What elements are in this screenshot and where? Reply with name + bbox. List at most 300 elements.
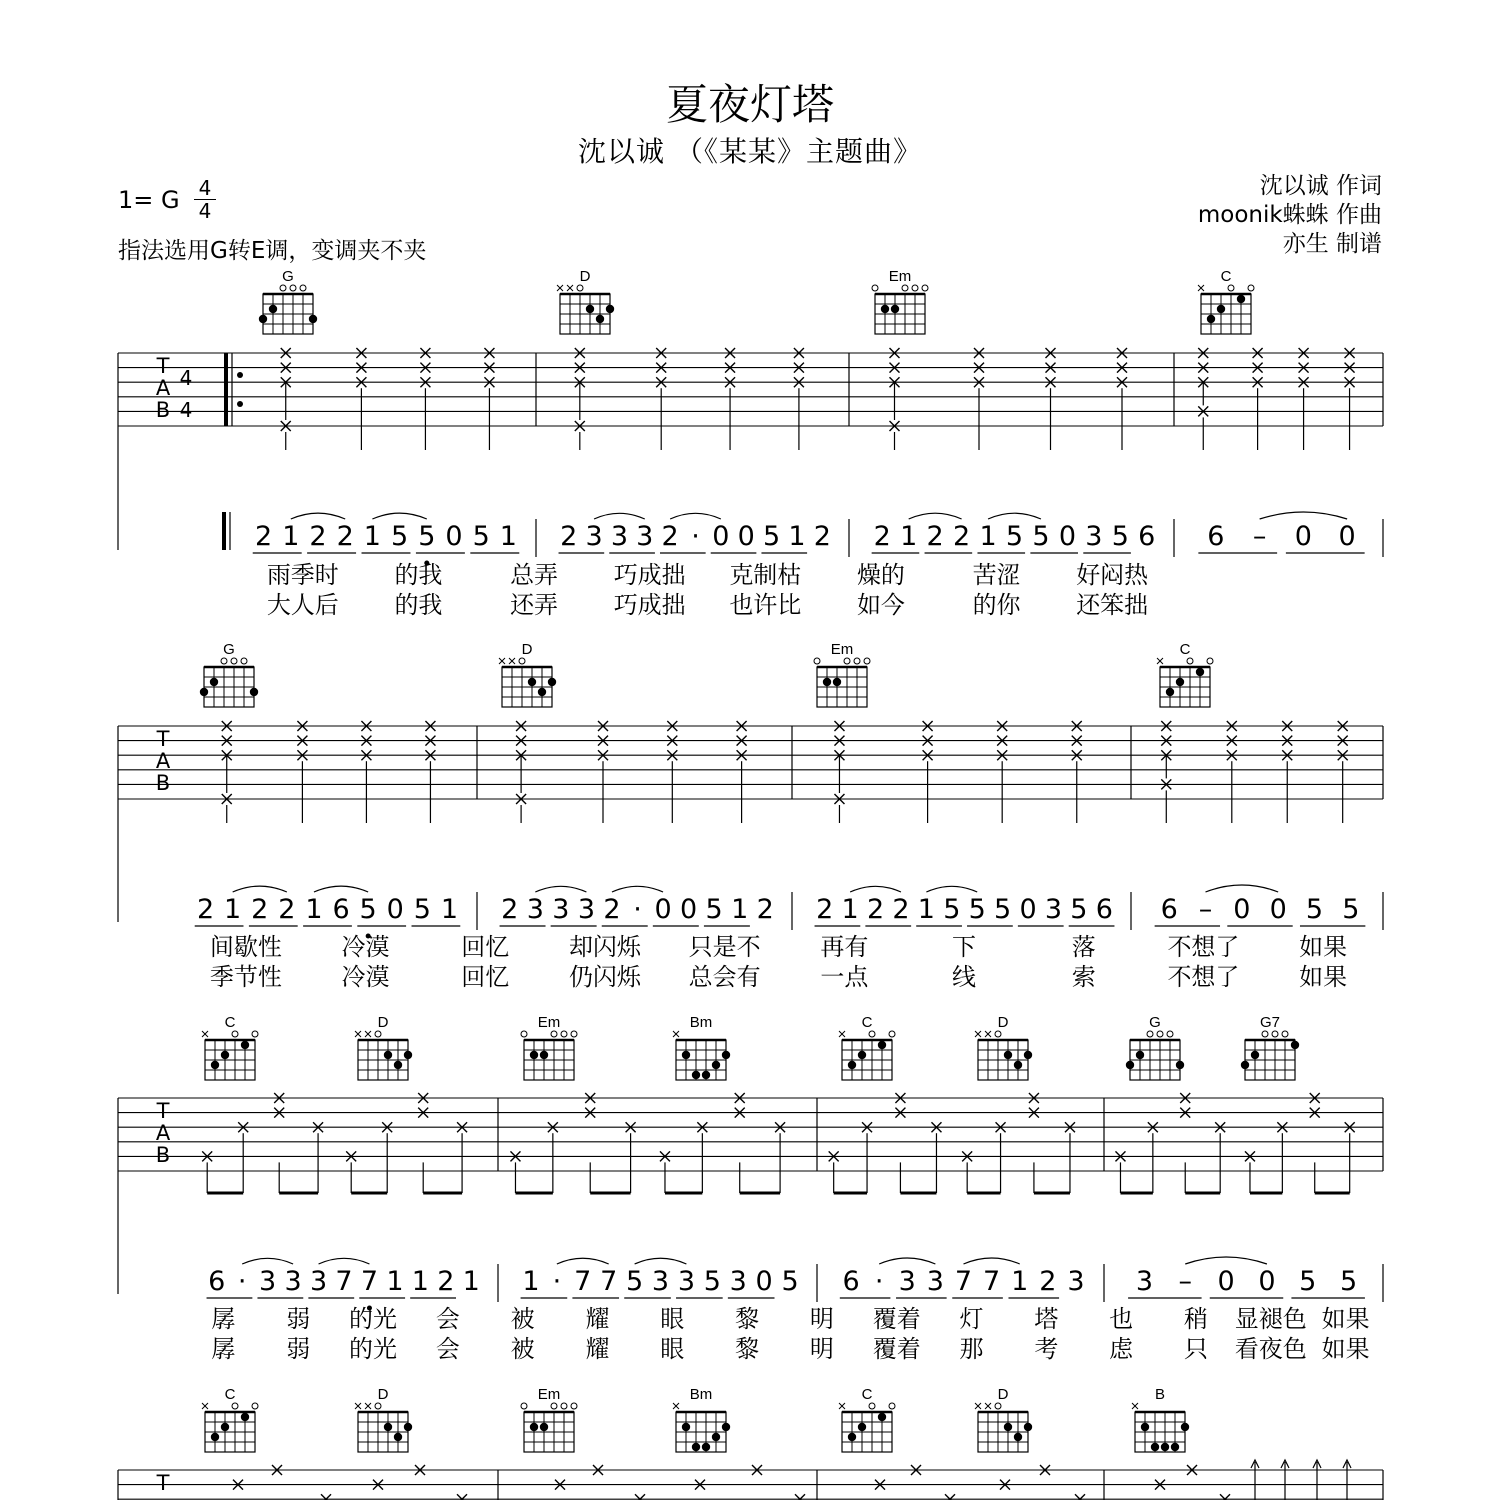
tie-slur [1260,512,1348,519]
lyric-word: 虑 [1109,1335,1134,1363]
chord-diagram-g7 [1241,1014,1299,1080]
chord-diagram-c [202,1386,258,1452]
chord-dot [823,678,831,686]
chord-open-mark [252,1031,258,1037]
lyric-word: 也许比 [729,591,802,619]
lyric-word: 显褪色 [1234,1305,1307,1333]
jianpu-note: 3 [259,1266,277,1297]
jianpu-note: – [1252,521,1267,552]
lyric-word: 总弄 [510,561,559,589]
chord-name: Em [537,1014,561,1031]
jianpu-note: 1 [522,1266,540,1297]
chord-name: G [223,641,235,658]
jianpu-note: 5 [1032,521,1050,552]
lyric-word: 一点 [820,963,869,991]
lyric-word: 也 [1109,1305,1134,1333]
jianpu-note: 7 [600,1266,618,1297]
lyric-word: 孱 [211,1335,236,1363]
chord-diagram-b [1132,1386,1189,1452]
lyric-word: 只是不 [688,933,761,961]
chord-dot [1014,1433,1022,1441]
lyric-word: 巧成拙 [613,561,686,589]
lyric-word: 黎 [735,1305,760,1333]
chord-dot [548,678,556,686]
chord-dot [1251,1051,1259,1059]
jianpu-note: 5 [1339,1266,1358,1297]
jianpu-note: · [874,1266,884,1297]
chord-dot [702,1443,710,1451]
jianpu-note: 3 [585,521,603,552]
jianpu-note: 1 [305,894,323,925]
jianpu-note: 5 [1342,894,1360,925]
lyric-word: 的光 [349,1335,398,1363]
chord-dot [384,1423,392,1431]
lyric-word: 只 [1183,1335,1208,1363]
chord-dot [712,1433,720,1441]
lyric-word: 总会有 [688,963,761,991]
chord-open-mark [1167,1031,1173,1037]
chord-dot [848,1061,856,1069]
chord-name: D [579,268,591,285]
chord-diagram-g [1126,1014,1184,1080]
lyric-word: 大人后 [266,591,339,619]
chord-dot [1176,1061,1184,1069]
chord-dot [1014,1061,1022,1069]
jianpu-note: 3 [577,894,596,925]
chord-open-mark [869,1031,875,1037]
system-4 [118,1386,1383,1500]
lyric-word: 仍闪烁 [568,963,641,991]
jianpu-note: 1 [462,1266,480,1297]
jianpu-note: 5 [781,1266,799,1297]
chord-open-mark [1207,658,1213,664]
lyric-word: 会 [435,1305,460,1333]
chord-dot [702,1071,710,1079]
jianpu-note: 5 [1299,1266,1317,1297]
lyric-word: 间歇性 [209,933,282,961]
jianpu-note: 0 [1294,521,1312,552]
jianpu-note: 1 [411,1266,429,1297]
chord-diagram-c [202,1014,258,1080]
chord-dot [221,1051,229,1059]
tie-slur [670,513,721,519]
system-2 [118,641,1383,991]
jianpu-note: 3 [309,1266,328,1297]
chord-open-mark [844,658,850,664]
jianpu-note: 1 [900,521,918,552]
lyric-word: 如果 [1321,1335,1370,1363]
chord-dot [221,1423,229,1431]
jianpu-note: 5 [359,894,377,925]
chord-open-mark [280,285,286,291]
lyric-word: 覆着 [872,1305,921,1333]
chord-dot [1237,295,1245,303]
chord-diagram-d [355,1014,412,1080]
tie-slur [242,1258,293,1264]
chord-name: D [377,1014,389,1031]
jianpu-note: 1 [917,894,935,925]
chord-name: Em [537,1386,561,1403]
jianpu-note: 7 [360,1266,379,1297]
chord-name: C [1220,268,1232,285]
lyric-word: 黎 [735,1335,760,1363]
chord-open-mark [571,1403,577,1409]
tie-slur [926,886,977,892]
jianpu-note: 3 [926,1266,944,1297]
chord-open-mark [995,1403,1001,1409]
jianpu-note: · [633,894,642,925]
lyric-word: 会 [435,1335,460,1363]
system-1 [118,268,1383,619]
lyric-word: 再有 [820,933,869,961]
chord-dot [1171,1443,1179,1451]
lyric-word: 的光 [349,1305,398,1333]
chord-dot [722,1051,730,1059]
lyric-word: 冷漠 [341,963,390,991]
chord-dot [1241,1061,1249,1069]
chord-dot [881,305,889,313]
jianpu-note: 3 [1067,1266,1085,1297]
lyric-word: 眼 [660,1335,685,1363]
lyric-word: 灯 [959,1305,984,1333]
jianpu-note: 1 [440,894,459,925]
chord-dot [596,315,604,323]
chord-diagram-em [814,641,870,707]
lyric-word: 苦涩 [972,561,1021,589]
jianpu-note: 6 [208,1266,226,1297]
chord-dot [1151,1443,1159,1451]
lyric-word: 下 [952,933,977,961]
chord-open-mark [232,1403,238,1409]
chord-dot [1024,1051,1032,1059]
tab-label-letter: T [156,727,170,751]
chord-dot [692,1071,700,1079]
jianpu-note: · [552,1266,562,1297]
chord-dot [1024,1423,1032,1431]
credit-composer: moonik蛛蛛 作曲 [1197,202,1382,228]
jianpu-note: 1 [841,894,859,925]
chord-dot [241,1413,249,1421]
chord-open-mark [1187,658,1193,664]
chord-name: Bm [689,1386,713,1403]
jianpu-note: 2 [560,521,578,552]
jianpu-note: 1 [731,894,749,925]
lyric-word: 冷漠 [341,933,390,961]
chord-dot [878,1413,886,1421]
chord-open-mark [854,658,860,664]
tie-slur [233,886,287,892]
chord-dot [250,688,258,696]
jianpu-note: 5 [705,894,723,925]
jianpu-note: · [691,521,700,552]
tab-time-bottom: 4 [179,398,193,422]
chord-name: G [282,268,294,285]
chord-open-mark [551,1031,557,1037]
tab-label [156,1099,171,1167]
chord-dot [404,1423,412,1431]
jianpu-note: 7 [335,1266,353,1297]
key-signature: 1= G [118,186,180,214]
chord-diagram-em [521,1386,577,1452]
song-title: 夏夜灯塔 [665,80,834,129]
jianpu-note: 0 [1058,521,1077,552]
jianpu-note: 2 [926,521,944,552]
chord-open-mark [232,1031,238,1037]
time-signature-top: 4 [198,176,212,200]
lyric-word: 却闪烁 [568,933,641,961]
jianpu-note: 3 [552,894,570,925]
jianpu-note: 7 [574,1266,592,1297]
jianpu-note: 0 [1217,1266,1235,1297]
jianpu-note: 2 [196,894,215,925]
lyric-word: 线 [952,963,977,991]
lyric-row [211,1305,1369,1333]
chord-dot [540,1051,548,1059]
tie-slur [594,513,645,519]
jianpu-row [253,512,1383,566]
jianpu-note: 3 [651,1266,670,1297]
lyric-word: 落 [1071,933,1096,961]
jianpu-note: 3 [284,1266,302,1297]
jianpu-note: 0 [654,894,672,925]
tab-staff [118,353,1383,426]
jianpu-note: 0 [386,894,404,925]
jianpu-note: 6 [1160,894,1178,925]
jianpu-note: 0 [712,521,730,552]
chord-open-mark [561,1403,567,1409]
chord-dot [586,305,594,313]
system-3 [118,1014,1383,1363]
chord-name: C [224,1386,236,1403]
tab-label-letter: A [155,376,171,400]
chord-open-mark [1147,1031,1153,1037]
chord-diagram-c [839,1386,895,1452]
tab-label-letter: B [155,398,171,422]
chord-dot [211,1061,219,1069]
chord-dot [682,1423,690,1431]
jianpu-note: 5 [413,894,431,925]
chord-open-mark [1157,1031,1163,1037]
tie-slur [1185,1257,1267,1264]
tab-label-letter: B [155,1143,171,1167]
chord-open-mark [561,1031,567,1037]
chord-diagram-d [557,268,614,334]
chord-dot [1126,1061,1134,1069]
jianpu-note: 0 [1338,521,1356,552]
chord-dot [1207,315,1215,323]
chord-open-mark [912,285,918,291]
chord-dot [200,688,208,696]
tab-label [156,727,171,795]
jianpu-note: 0 [1233,894,1251,925]
chord-open-mark [902,285,908,291]
tie-slur [291,513,345,519]
jianpu-note: 3 [898,1266,916,1297]
lyric-row [267,591,1148,619]
chord-diagram-d [975,1014,1032,1080]
jianpu-note: 5 [994,894,1012,925]
jianpu-note: 1 [386,1266,404,1297]
chord-dot [530,1051,538,1059]
lyric-word: 覆着 [872,1335,921,1363]
chord-open-mark [864,658,870,664]
lyric-word: 那 [959,1335,984,1363]
chord-dot [1291,1041,1299,1049]
lyric-word: 看夜色 [1234,1335,1307,1363]
chord-open-mark [889,1031,895,1037]
chord-open-mark [1282,1031,1288,1037]
jianpu-note: 2 [1039,1266,1057,1297]
chord-dot [241,1041,249,1049]
jianpu-note: 2 [866,894,885,925]
chord-dot [269,305,277,313]
jianpu-note: 2 [756,894,774,925]
jianpu-note: 3 [677,1266,696,1297]
chord-name: C [224,1014,236,1031]
chord-name: D [377,1386,389,1403]
chord-open-mark [375,1031,381,1037]
tie-slur [557,1258,609,1264]
jianpu-note: 1 [499,521,517,552]
lyric-word: 克制枯 [729,561,802,589]
lyric-word: 弱 [286,1335,311,1363]
chord-diagram-c [1157,641,1213,707]
jianpu-note: 0 [755,1266,773,1297]
chord-open-mark [889,1403,895,1409]
chord-open-mark [252,1403,258,1409]
repeat-dot [237,401,243,407]
lyric-row [210,933,1347,961]
chord-dot [1166,688,1174,696]
tab-label [156,354,171,422]
repeat-dot [237,372,243,378]
chord-open-mark [872,285,878,291]
jianpu-note: 3 [1085,521,1103,552]
chord-dot [858,1423,866,1431]
jianpu-note: 2 [437,1266,455,1297]
time-signature-bottom: 4 [198,199,212,223]
chord-open-mark [1228,285,1234,291]
lyric-word: 索 [1071,963,1096,991]
chord-dot [833,678,841,686]
jianpu-note: 3 [1135,1266,1154,1297]
lyric-row [267,561,1149,589]
jianpu-note: 5 [703,1266,721,1297]
jianpu-note: 0 [679,894,698,925]
chord-open-mark [922,285,928,291]
lyric-word: 耀 [585,1305,610,1333]
chord-open-mark [995,1031,1001,1037]
chord-dot [858,1051,866,1059]
fingering-note: 指法选用G转E调，变调夹不夹 [118,238,427,264]
jianpu-note: 2 [251,894,269,925]
lyric-word: 回忆 [461,933,510,961]
jianpu-note: 3 [636,521,654,552]
jianpu-note: 5 [1111,521,1129,552]
chord-dot [692,1443,700,1451]
chord-dot [682,1051,690,1059]
jianpu-note: 2 [255,521,273,552]
lyric-word: 如今 [856,591,905,619]
tab-time-top: 4 [179,366,193,390]
chord-name: G [1149,1014,1161,1031]
tie-slur [612,886,663,892]
tie-slur [535,886,586,892]
chord-diagram-c [839,1014,895,1080]
chord-dot [309,315,317,323]
lyric-word: 孱 [211,1305,236,1333]
tab-label-letter: A [155,1121,171,1145]
tie-slur [909,513,962,519]
chord-open-mark [231,658,237,664]
lyric-word: 还弄 [510,591,559,619]
jianpu-note: 2 [309,521,327,552]
lyric-word: 如果 [1321,1305,1370,1333]
jianpu-note: 1 [788,521,806,552]
lyric-word: 的我 [394,591,443,619]
chord-open-mark [1262,1031,1268,1037]
lyric-word: 回忆 [461,963,510,991]
chord-diagram-g [200,641,258,707]
jianpu-note: 7 [954,1266,973,1297]
jianpu-note: – [1178,1266,1192,1297]
chord-dot [891,305,899,313]
chord-open-mark [1248,285,1254,291]
jianpu-note: 3 [729,1266,747,1297]
chord-dot [1136,1051,1144,1059]
chord-dot [394,1433,402,1441]
chord-dot [1196,668,1204,676]
lyric-word: 被 [510,1335,535,1363]
chord-dot [1004,1051,1012,1059]
jianpu-note: 0 [1019,894,1037,925]
chord-open-mark [551,1403,557,1409]
chord-open-mark [221,658,227,664]
chord-dot [210,678,218,686]
lyric-word: 季节性 [209,963,282,991]
chord-dot [540,1423,548,1431]
tie-slur [372,513,426,519]
chord-dot [1217,305,1225,313]
lyric-word: 不想了 [1167,933,1240,961]
lyric-word: 雨季时 [266,561,339,589]
jianpu-note: 1 [363,521,381,552]
chord-dot [1004,1423,1012,1431]
jianpu-note: 1 [979,521,997,552]
chord-name: D [997,1014,1009,1031]
jianpu-note: 5 [762,521,781,552]
chord-open-mark [375,1403,381,1409]
chord-open-mark [521,1031,527,1037]
chord-dot [848,1433,856,1441]
song-subtitle: 沈以诚 （《某某》主题曲》 [578,135,922,168]
jianpu-note: 5 [472,521,490,552]
jianpu-note: 6 [1138,521,1156,552]
jianpu-note: 3 [526,894,544,925]
jianpu-note: 0 [737,521,755,552]
jianpu-note: 5 [943,894,961,925]
lyric-word: 明 [809,1335,834,1363]
chord-diagram-g [259,268,317,334]
jianpu-note: 2 [816,894,834,925]
chord-dot [528,678,536,686]
chord-diagram-em [521,1014,577,1080]
jianpu-note: 2 [336,521,354,552]
lyric-row [210,963,1347,991]
chord-open-mark [869,1403,875,1409]
chord-dot [606,305,614,313]
chord-dot [530,1423,538,1431]
